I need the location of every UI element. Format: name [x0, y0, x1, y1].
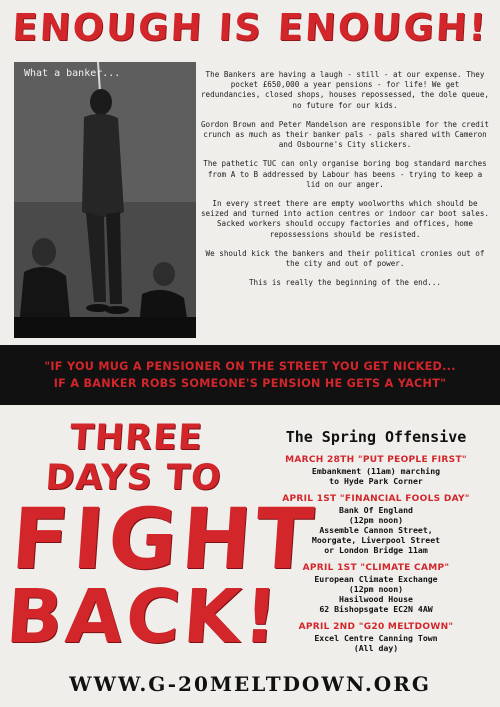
- event-item: [262, 493, 490, 555]
- event-date: MARCH 28TH "PUT PEOPLE FIRST": [285, 455, 467, 465]
- article-paragraph: Gordon Brown and Peter Mandelson are responsible for the credit crunch as much as their banker pals - pals shared with Cameron and Osbourne's City slickers.: [200, 119, 490, 150]
- slogan-line: BACK!: [3, 574, 284, 660]
- article-text: [200, 70, 490, 297]
- photo-illustration: [14, 62, 196, 338]
- quote-line: "IF YOU MUG A PENSIONER ON THE STREET YOU GET NICKED...: [44, 360, 456, 373]
- slogan: [3, 418, 321, 660]
- event-item: [262, 621, 490, 653]
- event-detail: European Climate Exchange (12pm noon) Hasilwood House 62 Bishopsgate EC2N 4AW: [314, 574, 438, 614]
- slogan-line: FIGHT: [8, 490, 321, 588]
- website-link[interactable]: WWW.G-20MELTDOWN.ORG: [69, 672, 431, 696]
- article-paragraph: The pathetic TUC can only organise boring bog standard marches from A to B addressed by Labour has beens - trying to keep a lid on our anger.: [203, 159, 487, 189]
- quote-line: IF A BANKER ROBS SOMEONE'S PENSION HE GETS A YACHT": [53, 377, 447, 390]
- event-date: APRIL 1ST "FINANCIAL FOOLS DAY": [282, 494, 470, 504]
- schedule-title: The Spring Offensive: [285, 428, 467, 446]
- event-date: APRIL 1ST "CLIMATE CAMP": [302, 563, 450, 573]
- event-item: [262, 562, 490, 614]
- article-paragraph: This is really the beginning of the end...: [248, 278, 442, 288]
- event-date: APRIL 2ND "G20 MELTDOWN": [298, 622, 454, 632]
- article-paragraph: In every street there are empty woolworths which should be seized and turned into action centres or indoor car boot sales. Sacked workers should occupy factories and offices, home repossessions should be resisted.: [200, 199, 490, 239]
- photo-caption: What a banker...: [24, 68, 121, 79]
- article-paragraph: The Bankers are having a laugh - still - at our expense. They pocket £650,000 a year pensions - for life! We get redundancies, closed shops, houses repossessed, the dole queue, no future for our kids.: [200, 70, 490, 110]
- article-paragraph: We should kick the bankers and their political cronies out of the city and out of power.: [205, 248, 485, 269]
- quote-banner: [0, 345, 500, 405]
- event-detail: Bank Of England (12pm noon) Assemble Cannon Street, Moorgate, Liverpool Street or London Bridge 11am: [311, 505, 441, 555]
- event-detail: Excel Centre Canning Town (All day): [314, 633, 438, 653]
- event-schedule: [262, 428, 490, 660]
- event-detail: Embankment (11am) marching to Hyde Park Corner: [311, 466, 441, 486]
- slogan-line: THREE DAYS TO: [44, 418, 224, 498]
- headline: ENOUGH IS ENOUGH!: [11, 6, 489, 49]
- event-item: [262, 454, 490, 486]
- hanged-banker-photo: [14, 62, 196, 338]
